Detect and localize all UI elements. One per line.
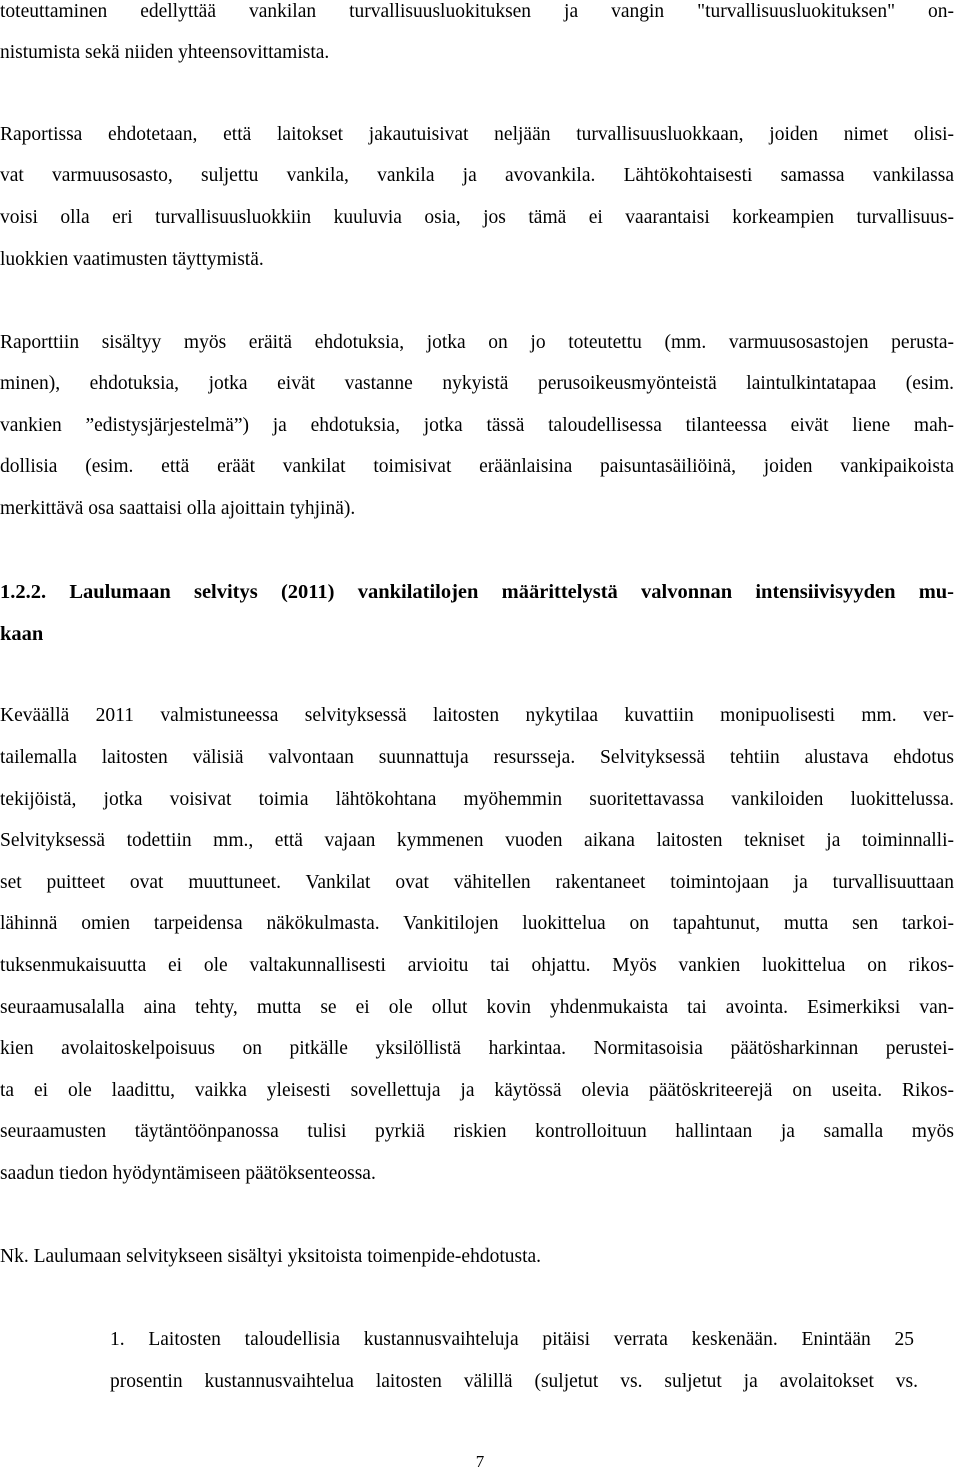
paragraph-line: kien avolaitoskelpoisuus on pitkälle yksilöllistä harkintaa. Normitasoisia päätösharkinnan perustei- bbox=[0, 1038, 954, 1059]
list-item-line: 1. Laitosten taloudellisia kustannusvaihteluja pitäisi verrata keskenään. Enintään 25 bbox=[110, 1329, 914, 1350]
paragraph-line: set puitteet ovat muuttuneet. Vankilat ovat vähitellen rakentaneet toimintojaan ja turvallisuuttaan bbox=[0, 872, 954, 893]
paragraph-line: vat varmuusosasto, suljettu vankila, vankila ja avovankila. Lähtökohtaisesti samassa vankilassa bbox=[0, 165, 954, 186]
paragraph-line: Nk. Laulumaan selvitykseen sisältyi yksitoista toimenpide-ehdotusta. bbox=[0, 1246, 542, 1267]
paragraph-line: seuraamusten täytäntöönpanossa tulisi pyrkiä riskien kontrolloituun hallintaan ja samalla myös bbox=[0, 1121, 954, 1142]
paragraph-line: seuraamusalalla aina tehty, mutta se ei ole ollut kovin yhdenmukaista tai avointa. Esimerkiksi van- bbox=[0, 997, 954, 1018]
paragraph-line: nistumista sekä niiden yhteensovittamista. bbox=[0, 42, 330, 63]
heading-line: kaan bbox=[0, 623, 44, 645]
paragraph-line: Selvityksessä todettiin mm., että vajaan kymmenen vuoden aikana laitosten tekniset ja toiminnalli- bbox=[0, 830, 954, 851]
paragraph-line: lähinnä omien tarpeidensa näkökulmasta. Vankitilojen luokittelua on tapahtunut, mutta sen tarkoi- bbox=[0, 913, 954, 934]
paragraph-line: voisi olla eri turvallisuusluokkiin kuuluvia osia, jos tämä ei vaarantaisi korkeampien turvallisuus- bbox=[0, 207, 954, 228]
paragraph-line: minen), ehdotuksia, jotka eivät vastanne nykyistä perusoikeusmyönteistä laintulkintatapaa (esim. bbox=[0, 373, 954, 394]
paragraph-line: luokkien vaatimusten täyttymistä. bbox=[0, 249, 264, 270]
paragraph-line: tekijöistä, jotka voisivat toimia lähtökohtana myöhemmin suoritettavassa vankiloiden luokittelussa. bbox=[0, 789, 954, 810]
paragraph-line: Raporttiin sisältyy myös eräitä ehdotuksia, jotka on jo toteutettu (mm. varmuusosastojen perusta- bbox=[0, 332, 954, 353]
paragraph-line: Raportissa ehdotetaan, että laitokset jakautuisivat neljään turvallisuusluokkaan, joiden nimet olisi- bbox=[0, 124, 954, 145]
list-item-line: prosentin kustannusvaihtelua laitosten välillä (suljetut vs. suljetut ja avolaitokset vs. bbox=[110, 1371, 918, 1392]
paragraph-line: saadun tiedon hyödyntämiseen päätöksenteossa. bbox=[0, 1163, 376, 1184]
paragraph-line: merkittävä osa saattaisi olla ajoittain tyhjinä). bbox=[0, 498, 356, 519]
paragraph-line: tuksenmukaisuutta ei ole valtakunnallisesti arvioitu tai ohjattu. Myös vankien luokittelua on rikos- bbox=[0, 955, 954, 976]
paragraph-line: tailemalla laitosten välisiä valvontaan suunnattuja resursseja. Selvityksessä tehtiin alustava ehdotus bbox=[0, 747, 954, 768]
paragraph-line: ta ei ole laadittu, vaikka yleisesti sovellettuja ja käytössä olevia päätöskriteerejä on useita. Rikos- bbox=[0, 1080, 954, 1101]
paragraph-line: Keväällä 2011 valmistuneessa selvityksessä laitosten nykytilaa kuvattiin monipuolisesti mm. ver- bbox=[0, 705, 954, 726]
paragraph-line: toteuttaminen edellyttää vankilan turvallisuusluokituksen ja vangin "turvallisuusluokituksen" on- bbox=[0, 1, 954, 22]
paragraph-line: dollisia (esim. että eräät vankilat toimisivat eräänlaisina paisuntasäiliöinä, joiden vankipaikoista bbox=[0, 456, 954, 477]
paragraph-line: vankien ”edistysjärjestelmä”) ja ehdotuksia, jotka tässä taloudellisessa tilanteessa eivät liene mah- bbox=[0, 415, 954, 436]
heading-line: 1.2.2. Laulumaan selvitys (2011) vankilatilojen määrittelystä valvonnan intensiivisyyden mu- bbox=[0, 581, 954, 603]
page-number: 7 bbox=[475, 1452, 485, 1471]
